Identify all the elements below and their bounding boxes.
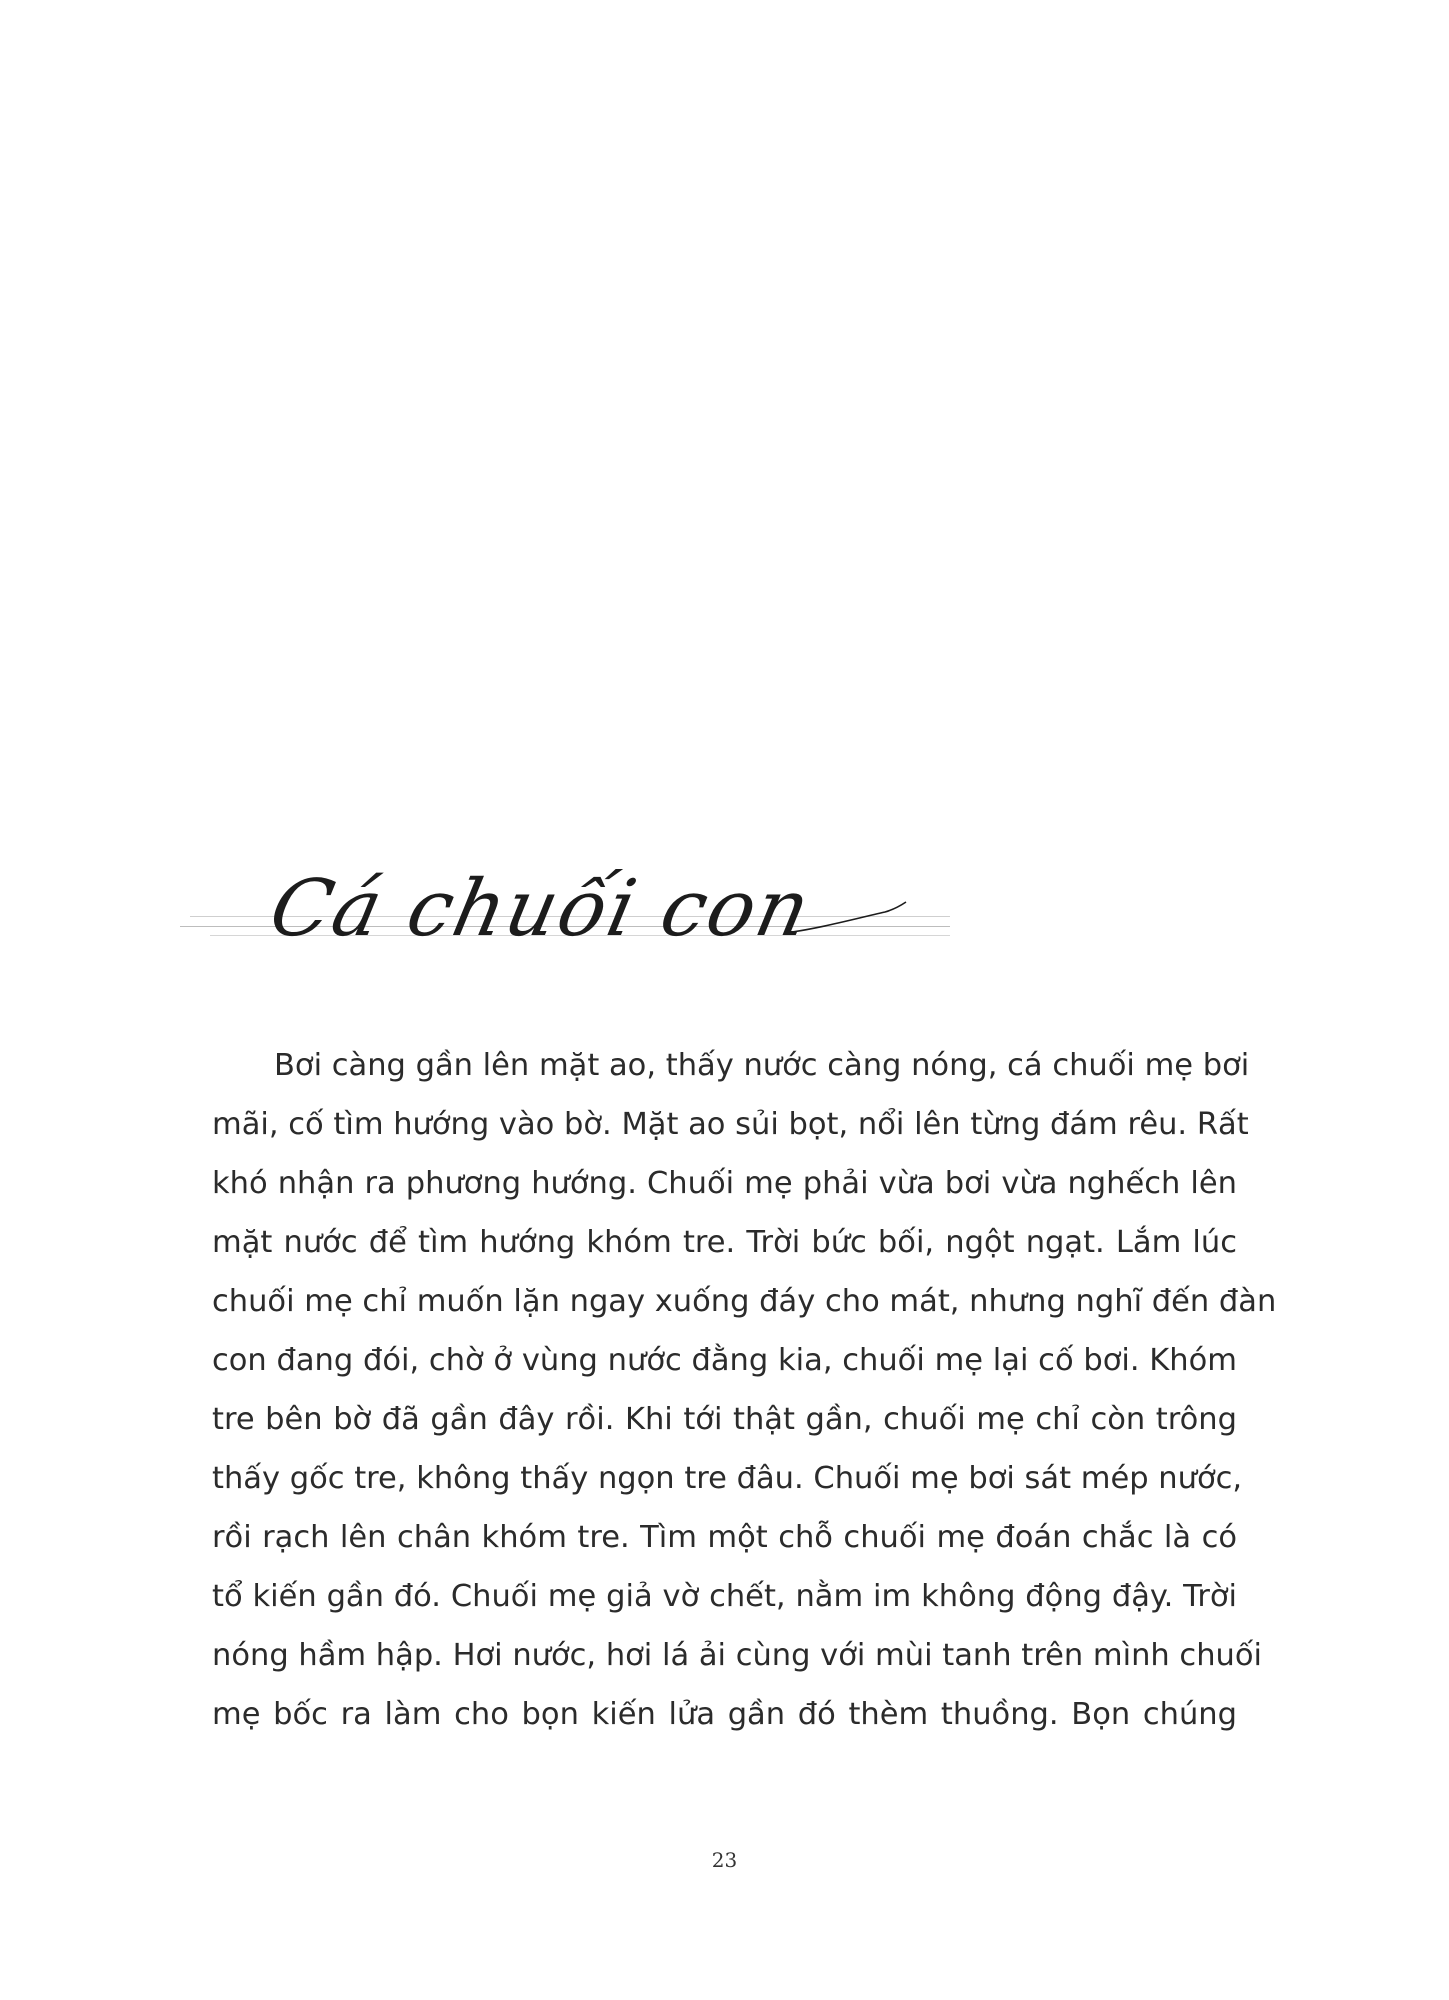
body-line: mặt nước để tìm hướng khóm tre. Trời bức bối, ngột ngạt. Lắm lúc: [212, 1225, 1237, 1260]
chapter-body: [212, 1036, 1277, 1744]
title-flourish-icon: [790, 898, 910, 938]
chapter-title: Cá chuối con: [262, 864, 820, 954]
body-line: tổ kiến gần đó. Chuối mẹ giả vờ chết, nằm im không động đậy. Trời: [212, 1579, 1237, 1614]
body-line: khó nhận ra phương hướng. Chuối mẹ phải vừa bơi vừa nghếch lên: [212, 1166, 1237, 1201]
chapter-title-block: [180, 860, 950, 970]
body-line: Bơi càng gần lên mặt ao, thấy nước càng nóng, cá chuối mẹ bơi: [274, 1048, 1250, 1083]
body-line: mẹ bốc ra làm cho bọn kiến lửa gần đó thèm thuồng. Bọn chúng: [212, 1697, 1237, 1732]
body-line: con đang đói, chờ ở vùng nước đằng kia, chuối mẹ lại cố bơi. Khóm: [212, 1343, 1237, 1378]
body-line: tre bên bờ đã gần đây rồi. Khi tới thật gần, chuối mẹ chỉ còn trông: [212, 1402, 1237, 1437]
page-number: 23: [711, 1848, 738, 1872]
body-line: thấy gốc tre, không thấy ngọn tre đâu. Chuối mẹ bơi sát mép nước,: [212, 1461, 1243, 1496]
body-line: nóng hầm hập. Hơi nước, hơi lá ải cùng với mùi tanh trên mình chuối: [212, 1638, 1263, 1673]
body-line: rồi rạch lên chân khóm tre. Tìm một chỗ chuối mẹ đoán chắc là có: [212, 1520, 1237, 1555]
body-line: chuối mẹ chỉ muốn lặn ngay xuống đáy cho mát, nhưng nghĩ đến đàn: [212, 1284, 1277, 1319]
body-line: mãi, cố tìm hướng vào bờ. Mặt ao sủi bọt, nổi lên từng đám rêu. Rất: [212, 1107, 1249, 1142]
